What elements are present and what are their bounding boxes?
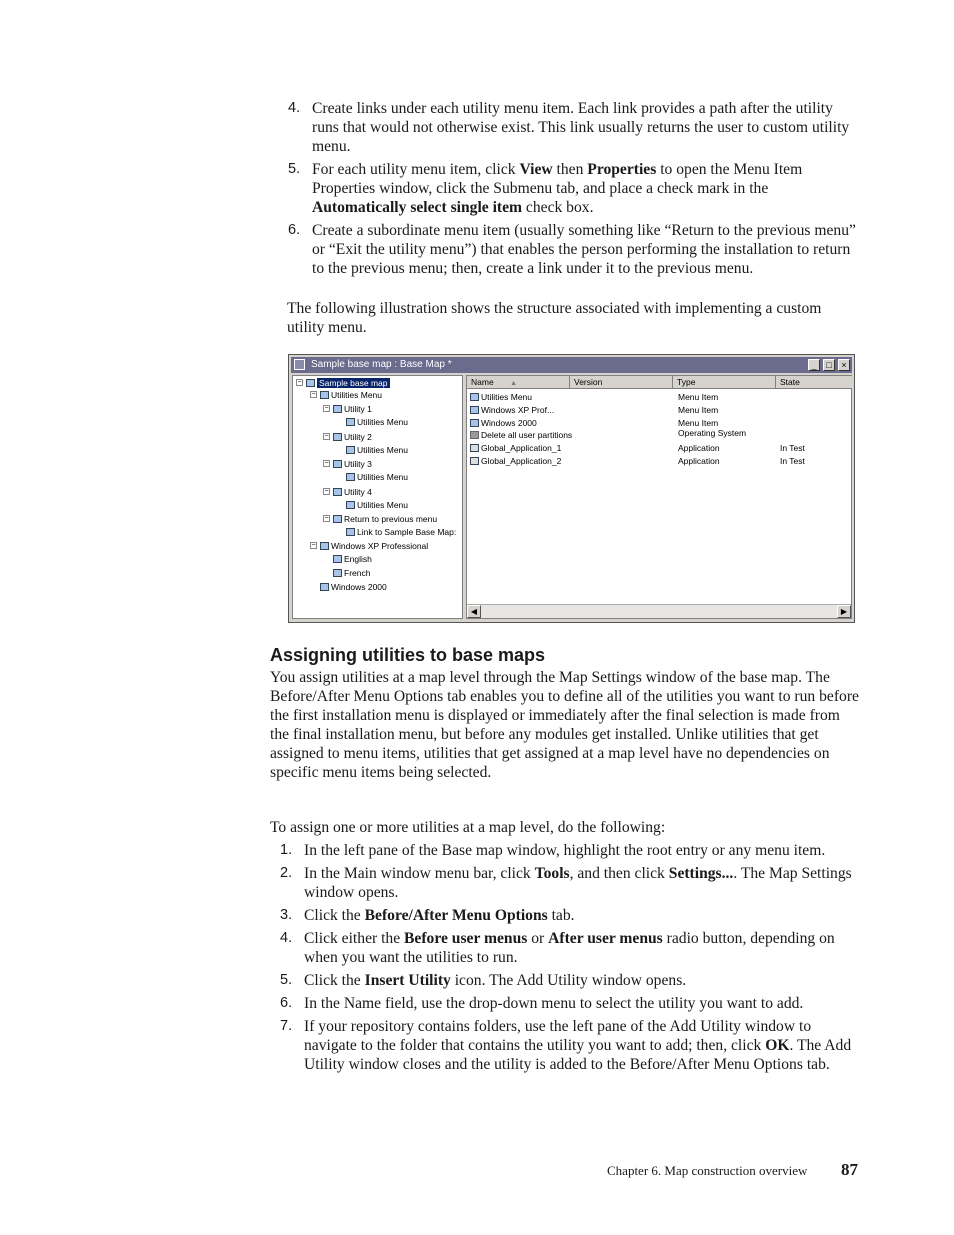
menu-icon xyxy=(470,393,479,401)
eraser-icon xyxy=(470,431,479,439)
link-icon xyxy=(346,446,355,454)
menu-icon xyxy=(470,419,479,427)
utility-icon xyxy=(333,433,342,441)
step-text: radio button, depending on when you want the utilities to run. xyxy=(304,930,835,966)
tree-node-label: Return to previous menu xyxy=(344,514,438,524)
lead-paragraph: To assign one or more utilities at a map level, do the following: xyxy=(270,819,666,836)
row-state: In Test xyxy=(780,443,805,453)
table-row[interactable] xyxy=(470,392,532,402)
section-paragraph: You assign utilities at a map level through the Map Settings window of the base map. The Before/After Menu Options tab enables you to define all of the utilities you want to run before the first installation menu is displayed or immediately after the final selection is made from the final installation menu, but before any modules get installed. Unlike utilities that get assigned to menu items, utilities that get assigned at a map level have no dependencies on specific menu items being selected. xyxy=(270,669,859,781)
step-text: In the Main window menu bar, click xyxy=(304,865,535,882)
minimize-button[interactable]: _ xyxy=(808,359,820,371)
menu-icon xyxy=(320,542,329,550)
tree-node-label: Windows XP Professional xyxy=(331,541,429,551)
tree-node-label: Utilities Menu xyxy=(357,417,409,427)
tree-node[interactable] xyxy=(346,471,408,483)
list-item xyxy=(288,160,860,217)
step-text: Click the xyxy=(304,972,365,989)
row-type: Application xyxy=(678,443,720,453)
row-name: Utilities Menu xyxy=(481,392,533,402)
list-item xyxy=(280,994,860,1013)
step-text: In the Name field, use the drop-down menu to select the utility you want to add. xyxy=(304,995,804,1012)
language-icon xyxy=(333,555,342,563)
step-number: 3. xyxy=(280,907,293,923)
column-header-state[interactable] xyxy=(776,376,852,389)
page-number: 87 xyxy=(841,1160,858,1179)
tree-node-root[interactable] xyxy=(306,377,390,389)
step-number: 5. xyxy=(280,972,293,988)
row-type: Operating System xyxy=(678,428,747,438)
step-bold-term: Settings... xyxy=(668,865,734,882)
list-item xyxy=(288,221,860,278)
window-titlebar xyxy=(291,357,852,373)
column-header-label: Type xyxy=(677,377,696,387)
tree-node[interactable] xyxy=(333,458,372,470)
map-icon xyxy=(306,379,315,387)
step-number: 4. xyxy=(288,100,301,116)
column-header-type[interactable] xyxy=(673,376,776,389)
utility-icon xyxy=(333,460,342,468)
tree-node[interactable] xyxy=(320,540,428,552)
step-number: 6. xyxy=(280,995,293,1011)
tree-node[interactable] xyxy=(333,553,372,565)
collapse-icon[interactable]: − xyxy=(324,433,329,440)
step-number: 6. xyxy=(288,222,301,238)
list-item xyxy=(280,841,860,860)
column-header-name[interactable] xyxy=(467,376,570,389)
row-type: Menu Item xyxy=(678,418,719,428)
table-row[interactable] xyxy=(470,418,537,428)
tree-node[interactable] xyxy=(320,389,382,401)
tree-node-label: Sample base map xyxy=(319,378,388,388)
intro-paragraph: The following illustration shows the structure associated with implementing a custom utility menu. xyxy=(287,300,822,336)
step-text: then xyxy=(552,161,588,178)
tree-node[interactable] xyxy=(346,526,456,538)
collapse-icon[interactable]: − xyxy=(297,379,302,386)
step-text: Click either the xyxy=(304,930,405,947)
tree-node-label: Utilities Menu xyxy=(331,390,383,400)
step-bold-term: Before user menus xyxy=(404,930,528,947)
link-icon xyxy=(346,528,355,536)
step-text: . The Add Utility window closes and the utility is added to the Before/After Menu Options tab. xyxy=(304,1037,852,1073)
step-text: tab. xyxy=(547,907,575,924)
link-icon xyxy=(346,501,355,509)
language-icon xyxy=(333,569,342,577)
base-map-window xyxy=(288,354,855,623)
step-number: 5. xyxy=(288,161,301,177)
tree-node[interactable] xyxy=(333,567,370,579)
chapter-footer: Chapter 6. Map construction overview xyxy=(607,1163,808,1178)
step-bold-term: Tools xyxy=(534,865,570,882)
sort-ascending-icon: ▲ xyxy=(510,380,517,387)
step-number: 1. xyxy=(280,842,293,858)
list-item xyxy=(280,1017,860,1074)
application-icon xyxy=(470,444,479,452)
step-text: to open the Menu Item Properties window, click the Submenu tab, and place a check mark in the xyxy=(312,161,803,197)
row-type: Menu Item xyxy=(678,405,719,415)
tree-node-label: Utility 4 xyxy=(344,487,372,497)
tree-node[interactable] xyxy=(346,499,408,511)
utility-icon xyxy=(333,488,342,496)
row-type: Menu Item xyxy=(678,392,719,402)
step-text: Create links under each utility menu item. Each link provides a path after the utility runs that would not otherwise exist. This link usually returns the user to custom utility menu. xyxy=(312,100,850,155)
tree-node-label: Utilities Menu xyxy=(357,445,409,455)
tree-pane xyxy=(292,375,463,619)
horizontal-scrollbar[interactable] xyxy=(467,604,851,618)
row-name: Delete all user partitions xyxy=(481,430,573,440)
step-text: Create a subordinate menu item (usually something like “Return to the previous menu” or “Exit the utility menu”) that enables the person performing the installation to return to the previous menu; then, create a link under it to the previous menu. xyxy=(312,222,856,277)
menu-icon xyxy=(470,406,479,414)
tree-node-label: Utility 2 xyxy=(344,432,372,442)
column-header-label: Version xyxy=(574,377,603,387)
tree-node[interactable] xyxy=(320,581,387,593)
tree-node-label: Utilities Menu xyxy=(357,500,409,510)
step-number: 4. xyxy=(280,930,293,946)
step-text: If your repository contains folders, use the left pane of the Add Utility window to navigate to the folder that contains the utility you want to add; then, click xyxy=(304,1018,812,1054)
list-item xyxy=(288,99,860,156)
step-bold-term: Before/After Menu Options xyxy=(364,907,548,924)
column-header-label: Name xyxy=(471,377,494,387)
application-icon xyxy=(470,457,479,465)
tree-node[interactable] xyxy=(333,431,372,443)
menu-icon xyxy=(333,515,342,523)
window-title: Sample base map : Base Map * xyxy=(311,359,452,370)
collapse-icon[interactable]: − xyxy=(324,405,329,412)
procedure-step-list xyxy=(280,841,860,1078)
step-text: In the left pane of the Base map window, highlight the root entry or any menu item. xyxy=(304,842,826,859)
step-number: 2. xyxy=(280,865,293,881)
step-bold-term: After user menus xyxy=(548,930,663,947)
row-name: Windows 2000 xyxy=(481,418,537,428)
tree-node-label: Link to Sample Base Map: xyxy=(357,527,457,537)
step-text: icon. The Add Utility window opens. xyxy=(450,972,687,989)
row-type: Application xyxy=(678,456,720,466)
section-heading: Assigning utilities to base maps xyxy=(270,645,546,665)
collapse-icon[interactable]: − xyxy=(311,391,316,398)
row-name: Global_Application_2 xyxy=(481,456,562,466)
link-icon xyxy=(346,418,355,426)
top-step-list xyxy=(288,99,860,282)
step-text: Click the xyxy=(304,907,365,924)
step-number: 7. xyxy=(280,1018,293,1034)
tree-node-label: Utility 1 xyxy=(344,404,372,414)
details-pane xyxy=(466,375,852,619)
collapse-icon[interactable]: − xyxy=(324,488,329,495)
tree-node[interactable] xyxy=(333,486,372,498)
scroll-left-icon[interactable]: ◀ xyxy=(467,605,481,618)
column-header-version[interactable] xyxy=(570,376,673,389)
utility-icon xyxy=(333,405,342,413)
table-row[interactable] xyxy=(470,405,554,415)
tree-node-label: English xyxy=(344,554,372,564)
close-button[interactable]: × xyxy=(838,359,850,371)
step-bold-term: Automatically select single item xyxy=(312,199,523,216)
link-icon xyxy=(346,473,355,481)
list-item xyxy=(280,864,860,902)
window-icon xyxy=(294,359,305,370)
step-text: or xyxy=(527,930,549,947)
step-text: For each utility menu item, click xyxy=(312,161,520,178)
column-header-label: State xyxy=(780,377,800,387)
step-text: , and then click xyxy=(569,865,669,882)
tree-node-label: Utility 3 xyxy=(344,459,372,469)
row-name: Windows XP Prof... xyxy=(481,405,555,415)
table-row[interactable] xyxy=(470,430,572,440)
menu-icon xyxy=(320,391,329,399)
tree-node[interactable] xyxy=(333,513,437,525)
table-row[interactable] xyxy=(470,456,561,466)
maximize-button[interactable]: □ xyxy=(823,359,835,371)
list-item xyxy=(280,929,860,967)
tree-node[interactable] xyxy=(346,416,408,428)
tree-node-label: Windows 2000 xyxy=(331,582,387,592)
menu-icon xyxy=(320,583,329,591)
step-bold-term: OK xyxy=(765,1037,790,1054)
collapse-icon[interactable]: − xyxy=(324,460,329,467)
tree-node-label: French xyxy=(344,568,371,578)
list-item xyxy=(280,971,860,990)
step-bold-term: Insert Utility xyxy=(364,972,451,989)
table-row[interactable] xyxy=(470,443,561,453)
step-bold-term: Properties xyxy=(587,161,657,178)
row-name: Global_Application_1 xyxy=(481,443,562,453)
step-text: check box. xyxy=(522,199,594,216)
list-item xyxy=(280,906,860,925)
step-bold-term: View xyxy=(519,161,553,178)
collapse-icon[interactable]: − xyxy=(324,515,329,522)
tree-node[interactable] xyxy=(346,444,408,456)
tree-node[interactable] xyxy=(333,403,372,415)
collapse-icon[interactable]: − xyxy=(311,542,316,549)
tree-node-label: Utilities Menu xyxy=(357,472,409,482)
step-text: . The Map Settings window opens. xyxy=(304,865,852,901)
row-state: In Test xyxy=(780,456,805,466)
scroll-right-icon[interactable]: ▶ xyxy=(837,605,851,618)
